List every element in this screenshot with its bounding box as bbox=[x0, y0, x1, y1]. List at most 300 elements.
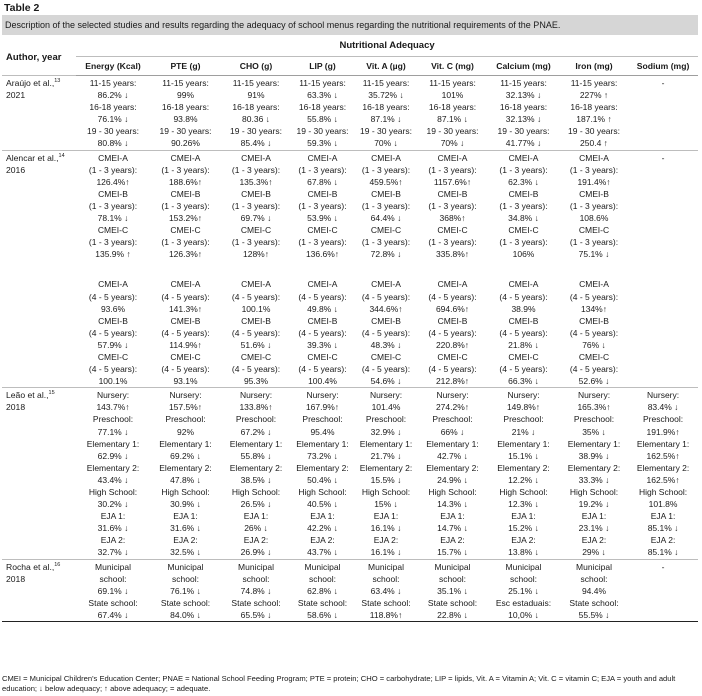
cell-line: 133.8%↑ bbox=[239, 402, 273, 413]
cell-line: CMEI-B bbox=[437, 315, 468, 326]
cell-line: (1 - 3 years): bbox=[88, 164, 138, 175]
cell-line: (4 - 5 years): bbox=[231, 364, 281, 375]
cell-line: 91% bbox=[247, 90, 265, 101]
cell-line: CMEI-C bbox=[97, 351, 129, 362]
cell-line: Nursery: bbox=[436, 390, 469, 401]
cell-line: CMEI-A bbox=[307, 152, 338, 163]
cell-line: (4 - 5 years): bbox=[298, 327, 347, 338]
cell-line: 149.8%↑ bbox=[506, 402, 541, 413]
cell-line: 39.3% ↓ bbox=[307, 339, 338, 350]
value-cell bbox=[150, 559, 221, 621]
cell-line: CMEI-C bbox=[578, 351, 610, 362]
value-cell bbox=[221, 76, 291, 151]
value-cell bbox=[418, 559, 487, 621]
author-cell bbox=[2, 150, 76, 388]
cell-line: 30.2% ↓ bbox=[97, 499, 129, 510]
cell-line: CMEI-A bbox=[241, 279, 271, 290]
cell-line: 126.4%↑ bbox=[96, 176, 130, 187]
cell-line: 16-18 years: bbox=[570, 102, 618, 113]
cell-line: CMEI-C bbox=[508, 225, 539, 236]
cell-line: 19 - 30 years: bbox=[87, 126, 139, 137]
cell-line: 92% bbox=[176, 426, 194, 437]
cell-line: 57.9% ↓ bbox=[97, 339, 129, 350]
cell-line: Nursery: bbox=[577, 390, 611, 401]
cell-line: (1 - 3 years): bbox=[161, 164, 210, 175]
cell-line: CMEI-A bbox=[579, 279, 609, 290]
table-footnote: CMEI = Municipal Children's Education Center; PNAE = National School Feeding Program; PTE = protein; CHO = carbohydrate; LIP = lipids, Vit. A = Vitamin A; Vit. C = vitamin C; EJA = youth and adult education; ↓ below adequacy; ↑ above adequacy; = adequate. bbox=[2, 674, 676, 693]
cell-line: Elementary 1: bbox=[359, 438, 413, 449]
cell-line: CMEI-A bbox=[508, 279, 539, 290]
cell-line: 135.9% ↑ bbox=[95, 249, 131, 260]
cell-line: Elementary 2: bbox=[636, 462, 690, 473]
cell-line: (4 - 5 years): bbox=[428, 364, 477, 375]
table-row bbox=[2, 76, 698, 151]
cell-line: 19.2% ↓ bbox=[578, 499, 610, 510]
cell-line: 76% ↓ bbox=[582, 339, 606, 350]
cell-line: 66.3% ↓ bbox=[508, 376, 539, 387]
cell-line: 167.9%↑ bbox=[305, 402, 340, 413]
cell-line: 95.4% bbox=[310, 426, 335, 437]
cell-line: Preschool: bbox=[432, 414, 473, 425]
cell-line: 86.2% ↓ bbox=[97, 90, 129, 101]
cell-line: (4 - 5 years): bbox=[298, 364, 347, 375]
cell-line: 694.6%↑ bbox=[435, 303, 470, 314]
cell-line: (1 - 3 years): bbox=[231, 164, 281, 175]
cell-line: 42.7% ↓ bbox=[437, 450, 468, 461]
cell-line: CMEI-C bbox=[437, 225, 468, 236]
cell-line: 22.8% ↓ bbox=[437, 609, 468, 620]
cell-line: CMEI-B bbox=[241, 188, 271, 199]
cell-line: EJA 1: bbox=[100, 511, 126, 522]
cell-line: 90.26% bbox=[171, 138, 200, 149]
cell-line: Nursery: bbox=[306, 390, 339, 401]
cell-line: EJA 2: bbox=[650, 535, 676, 546]
cell-line: (4 - 5 years): bbox=[499, 327, 548, 338]
cell-line: (4 - 5 years): bbox=[569, 364, 619, 375]
cell-line: 227% ↑ bbox=[579, 90, 609, 101]
cell-line: 38.9% bbox=[511, 303, 536, 314]
cell-line: 62.3% ↓ bbox=[508, 176, 539, 187]
cell-line: Preschool: bbox=[235, 414, 277, 425]
cell-line: school: bbox=[510, 573, 537, 584]
cell-line: 157.5%↑ bbox=[168, 402, 203, 413]
cell-line: (4 - 5 years): bbox=[361, 327, 411, 338]
cell-line: 75.1% ↓ bbox=[578, 249, 610, 260]
value-cell bbox=[291, 76, 354, 151]
cell-line: Municipal bbox=[576, 561, 612, 572]
cell-line: 19 - 30 years: bbox=[497, 126, 550, 137]
cell-line: 16.1% ↓ bbox=[370, 547, 402, 558]
reference-number: 16 bbox=[54, 561, 61, 568]
cell-line: 31.6% ↓ bbox=[170, 523, 201, 534]
value-cell bbox=[291, 559, 354, 621]
cell-line: (1 - 3 years): bbox=[499, 237, 548, 248]
cell-line: CMEI-A bbox=[170, 152, 201, 163]
cell-line: 136.6%↑ bbox=[305, 249, 340, 260]
cell-line: CMEI-C bbox=[508, 351, 539, 362]
cell-line: 62.9% ↓ bbox=[97, 450, 129, 461]
reference-number: 13 bbox=[54, 78, 61, 85]
cell-line: 24.9% ↓ bbox=[437, 474, 468, 485]
cell-line: 40.5% ↓ bbox=[307, 499, 338, 510]
cell-line: Municipal bbox=[167, 561, 204, 572]
value-cell bbox=[76, 388, 150, 559]
cell-line: EJA 1: bbox=[310, 511, 335, 522]
cell-line: 80.36 ↓ bbox=[242, 114, 270, 125]
value-cell bbox=[221, 388, 291, 559]
cell-line: CMEI-A bbox=[170, 279, 201, 290]
table-row bbox=[2, 150, 698, 388]
cell-line: CMEI-C bbox=[240, 351, 272, 362]
cell-line: CMEI-A bbox=[98, 279, 128, 290]
cell-line: CMEI-A bbox=[508, 152, 539, 163]
cell-line: 191.4%↑ bbox=[577, 176, 611, 187]
cell-line: 93.1% bbox=[173, 376, 198, 387]
cell-line: school: bbox=[439, 573, 466, 584]
cell-line: EJA 2: bbox=[373, 535, 399, 546]
value-cell bbox=[76, 76, 150, 151]
cell-line: CMEI-C bbox=[437, 351, 468, 362]
cell-line: 53.9% ↓ bbox=[307, 213, 338, 224]
cell-line: 42.2% ↓ bbox=[307, 523, 338, 534]
cell-line: Elementary 1: bbox=[159, 438, 212, 449]
cell-line: Elementary 2: bbox=[296, 462, 349, 473]
cell-line: (4 - 5 years): bbox=[231, 291, 281, 302]
cell-line: (1 - 3 years): bbox=[161, 237, 210, 248]
cell-line: 83.4% ↓ bbox=[647, 402, 679, 413]
cell-line: 70% ↓ bbox=[440, 138, 465, 149]
cell-line: 34.8% ↓ bbox=[508, 213, 539, 224]
cell-line: 69.1% ↓ bbox=[97, 585, 129, 596]
cell-line: EJA 2: bbox=[581, 535, 607, 546]
value-cell bbox=[628, 559, 698, 621]
cell-line: EJA 2: bbox=[511, 535, 536, 546]
cell-line: 128%↑ bbox=[243, 249, 269, 260]
cell-line: - bbox=[661, 152, 665, 163]
cell-line: Elementary 1: bbox=[636, 438, 690, 449]
cell-line: 70% ↓ bbox=[374, 138, 398, 149]
cell-line: (1 - 3 years): bbox=[361, 237, 411, 248]
value-cell bbox=[628, 76, 698, 151]
value-cell bbox=[560, 388, 628, 559]
cell-line: 21.8% ↓ bbox=[508, 339, 539, 350]
cell-line: EJA 1: bbox=[511, 511, 536, 522]
cell-line: (4 - 5 years): bbox=[88, 291, 138, 302]
cell-line: Municipal bbox=[304, 561, 341, 572]
cell-line: 26% ↓ bbox=[244, 523, 268, 534]
cell-line: 135.3%↑ bbox=[239, 176, 273, 187]
value-cell bbox=[150, 388, 221, 559]
cell-line: CMEI-B bbox=[307, 315, 338, 326]
author-cell bbox=[2, 76, 76, 151]
study-year: 2018 bbox=[6, 573, 26, 584]
author-name: Rocha et al., bbox=[6, 561, 55, 572]
cell-line: (4 - 5 years): bbox=[161, 291, 210, 302]
cell-line: 19 - 30 years: bbox=[159, 126, 212, 137]
cell-line: 21% ↓ bbox=[511, 426, 536, 437]
cell-line: (4 - 5 years): bbox=[88, 327, 138, 338]
cell-line: 16.1% ↓ bbox=[370, 523, 402, 534]
cell-line: 11-15 years: bbox=[500, 78, 547, 88]
cell-line: CMEI-C bbox=[307, 351, 338, 362]
cell-line: 11-15 years: bbox=[89, 78, 137, 88]
cell-line: 134%↑ bbox=[581, 303, 607, 314]
cell-line: Elementary 1: bbox=[229, 438, 283, 449]
table-caption: Description of the selected studies and results regarding the adequacy of school menus regarding the nutritional requirements of the PNAE. bbox=[2, 15, 698, 35]
cell-line: Elementary 1: bbox=[86, 438, 140, 449]
cell-line: 101.4% bbox=[371, 402, 401, 413]
cell-line: CMEI-C bbox=[97, 225, 129, 236]
cell-line: 67.8% ↓ bbox=[307, 176, 338, 187]
cell-line: 106% bbox=[512, 249, 535, 260]
cell-line: Elementary 2: bbox=[497, 462, 550, 473]
value-cell bbox=[291, 388, 354, 559]
cell-line: 11-15 years: bbox=[299, 78, 346, 88]
group-spacer bbox=[150, 260, 221, 278]
cell-line: 74.8% ↓ bbox=[240, 585, 272, 596]
cell-line: 67.4% ↓ bbox=[97, 609, 129, 620]
value-cell bbox=[354, 76, 418, 151]
cell-line: CMEI-B bbox=[579, 188, 609, 199]
value-cell bbox=[221, 559, 291, 621]
cell-line: 87.1% ↓ bbox=[437, 114, 468, 125]
cell-line: school: bbox=[309, 573, 336, 584]
value-cell bbox=[76, 150, 150, 388]
cell-line: 101% bbox=[441, 90, 464, 101]
cell-line: CMEI-C bbox=[370, 351, 402, 362]
cell-line: 85.4% ↓ bbox=[240, 138, 272, 149]
cell-line: 41.77% ↓ bbox=[505, 138, 542, 149]
reference-number: 15 bbox=[48, 390, 55, 397]
cell-line: 100.4% bbox=[308, 376, 337, 387]
cell-line: State school: bbox=[427, 597, 478, 608]
cell-line: 35.1% ↓ bbox=[437, 585, 468, 596]
cell-line: 368%↑ bbox=[439, 213, 466, 224]
table-label: Table 2 bbox=[4, 2, 40, 14]
cell-line: Municipal bbox=[95, 561, 131, 572]
group-spacer bbox=[487, 260, 560, 278]
cell-line: 50.4% ↓ bbox=[307, 474, 338, 485]
cell-line: 1157.6%↑ bbox=[433, 176, 472, 187]
cell-line: 26.9% ↓ bbox=[240, 547, 272, 558]
cell-line: (1 - 3 years): bbox=[298, 164, 347, 175]
group-spacer bbox=[418, 260, 487, 278]
cell-line: 51.6% ↓ bbox=[240, 339, 272, 350]
cell-line: - bbox=[661, 561, 665, 572]
cell-line: 52.6% ↓ bbox=[578, 376, 610, 387]
cell-line: 162.5%↑ bbox=[646, 450, 680, 461]
cell-line: EJA 1: bbox=[243, 511, 269, 522]
cell-line: 16-18 years: bbox=[298, 102, 347, 113]
cell-line: school: bbox=[172, 573, 199, 584]
cell-line: High School: bbox=[499, 487, 548, 497]
cell-line: CMEI-B bbox=[579, 315, 609, 326]
cell-line: Municipal bbox=[434, 561, 471, 572]
cell-line: Nursery: bbox=[369, 390, 403, 401]
cell-line: Elementary 2: bbox=[567, 462, 621, 473]
column-header: CHO (g) bbox=[239, 60, 273, 71]
cell-line: (4 - 5 years): bbox=[499, 364, 548, 375]
cell-line: 126.3%↑ bbox=[168, 249, 203, 260]
value-cell bbox=[628, 150, 698, 388]
cell-line: 19 - 30 years: bbox=[296, 126, 349, 137]
cell-line: (4 - 5 years): bbox=[428, 327, 477, 338]
cell-line: Elementary 2: bbox=[359, 462, 413, 473]
cell-line: (1 - 3 years): bbox=[88, 200, 138, 211]
cell-line: CMEI-B bbox=[307, 188, 338, 199]
cell-line: (1 - 3 years): bbox=[428, 200, 477, 211]
cell-line: Nursery: bbox=[96, 390, 130, 401]
cell-line: 191.9%↑ bbox=[646, 426, 680, 437]
cell-line: 33.3% ↓ bbox=[578, 474, 610, 485]
cell-line: EJA 1: bbox=[581, 511, 607, 522]
cell-line: school: bbox=[242, 573, 270, 584]
cell-line: 15.7% ↓ bbox=[437, 547, 468, 558]
cell-line: 162.5%↑ bbox=[646, 474, 680, 485]
cell-line: 11-15 years: bbox=[570, 78, 618, 88]
study-year: 2016 bbox=[6, 164, 26, 175]
cell-line: Municipal bbox=[368, 561, 404, 572]
value-cell bbox=[487, 150, 560, 388]
cell-line: (1 - 3 years): bbox=[231, 200, 281, 211]
value-cell bbox=[628, 388, 698, 559]
cell-line: 15.5% ↓ bbox=[370, 474, 402, 485]
cell-line: Preschool: bbox=[92, 414, 134, 425]
cell-line: (1 - 3 years): bbox=[569, 237, 619, 248]
author-cell bbox=[2, 559, 76, 621]
value-cell bbox=[487, 388, 560, 559]
cell-line: CMEI-A bbox=[98, 152, 128, 163]
cell-line: Elementary 2: bbox=[159, 462, 212, 473]
author-cell bbox=[2, 388, 76, 559]
cell-line: 344.6%↑ bbox=[369, 303, 403, 314]
cell-line: Elementary 1: bbox=[426, 438, 479, 449]
value-cell bbox=[354, 559, 418, 621]
cell-line: 48.3% ↓ bbox=[370, 339, 402, 350]
cell-line: (4 - 5 years): bbox=[161, 327, 210, 338]
cell-line: 54.6% ↓ bbox=[370, 376, 402, 387]
cell-line: 35.72% ↓ bbox=[368, 90, 404, 101]
cell-line: State school: bbox=[569, 597, 619, 608]
cell-line: 459.5%↑ bbox=[369, 176, 403, 187]
cell-line: 93.6% bbox=[100, 303, 126, 314]
cell-line: Esc estaduais: bbox=[495, 597, 552, 608]
cell-line: 87.1% ↓ bbox=[370, 114, 402, 125]
cell-line: 43.7% ↓ bbox=[307, 547, 338, 558]
cell-line: 93.8% bbox=[173, 114, 198, 125]
cell-line: 72.8% ↓ bbox=[370, 249, 402, 260]
cell-line: 19 - 30 years: bbox=[426, 126, 479, 137]
cell-line: High School: bbox=[569, 487, 619, 497]
cell-line: 16-18 years: bbox=[499, 102, 548, 113]
nutrition-table bbox=[2, 37, 698, 622]
table-row bbox=[2, 559, 698, 621]
cell-line: Municipal bbox=[238, 561, 274, 572]
group-spacer bbox=[354, 260, 418, 278]
cell-line: CMEI-A bbox=[371, 152, 401, 163]
cell-line: 38.5% ↓ bbox=[240, 474, 272, 485]
cell-line: 165.3%↑ bbox=[577, 402, 611, 413]
cell-line: 13.8% ↓ bbox=[508, 547, 539, 558]
cell-line: (4 - 5 years): bbox=[361, 291, 411, 302]
cell-line: Nursery: bbox=[507, 390, 540, 401]
cell-line: (1 - 3 years): bbox=[499, 200, 548, 211]
cell-line: 15.1% ↓ bbox=[508, 450, 539, 461]
column-header: Sodium (mg) bbox=[636, 60, 690, 71]
cell-line: 101.8% bbox=[648, 499, 678, 510]
cell-line: 118.8%↑ bbox=[369, 609, 403, 620]
cell-line: 16-18 years: bbox=[161, 102, 210, 113]
cell-line: CMEI-B bbox=[170, 188, 201, 199]
cell-line: 76.1% ↓ bbox=[97, 114, 129, 125]
cell-line: Nursery: bbox=[647, 390, 680, 401]
cell-line: 84.0% ↓ bbox=[170, 609, 201, 620]
cell-line: EJA 1: bbox=[173, 511, 198, 522]
cell-line: 108.6% bbox=[579, 213, 609, 224]
cell-line: Elementary 2: bbox=[86, 462, 140, 473]
cell-line: (1 - 3 years): bbox=[298, 237, 347, 248]
cell-line: 62.8% ↓ bbox=[307, 585, 338, 596]
group-spacer bbox=[221, 260, 291, 278]
cell-line: (1 - 3 years): bbox=[499, 164, 548, 175]
cell-line: (1 - 3 years): bbox=[361, 200, 411, 211]
cell-line: 11-15 years: bbox=[429, 78, 476, 88]
cell-line: CMEI-C bbox=[240, 225, 272, 236]
author-name: Leão et al., bbox=[6, 390, 49, 401]
value-cell bbox=[354, 388, 418, 559]
cell-line: High School: bbox=[638, 487, 688, 497]
cell-line: 32.9% ↓ bbox=[370, 426, 402, 437]
author-name: Araújo et al., bbox=[6, 78, 55, 88]
cell-line: (1 - 3 years): bbox=[428, 164, 477, 175]
cell-line: High School: bbox=[428, 487, 477, 497]
cell-line: CMEI-A bbox=[371, 279, 401, 290]
cell-line: (1 - 3 years): bbox=[569, 200, 619, 211]
cell-line: (1 - 3 years): bbox=[361, 164, 411, 175]
cell-line: CMEI-C bbox=[307, 225, 338, 236]
cell-line: 43.4% ↓ bbox=[97, 474, 129, 485]
cell-line: Preschool: bbox=[365, 414, 407, 425]
cell-line: State school: bbox=[361, 597, 411, 608]
cell-line: 47.8% ↓ bbox=[170, 474, 201, 485]
cell-line: 15% ↓ bbox=[374, 499, 398, 510]
cell-line: High School: bbox=[88, 487, 138, 497]
cell-line: 66% ↓ bbox=[440, 426, 465, 437]
cell-line: 14.7% ↓ bbox=[437, 523, 468, 534]
cell-line: EJA 2: bbox=[243, 535, 269, 546]
cell-line: CMEI-A bbox=[437, 279, 468, 290]
cell-line: 12.3% ↓ bbox=[508, 499, 539, 510]
cell-line: 67.2% ↓ bbox=[240, 426, 272, 437]
cell-line: CMEI-B bbox=[98, 188, 128, 199]
cell-line: EJA 2: bbox=[100, 535, 126, 546]
column-header: Vit. A (µg) bbox=[366, 60, 406, 71]
cell-line: 12.2% ↓ bbox=[508, 474, 539, 485]
cell-line: 153.2%↑ bbox=[168, 213, 203, 224]
cell-line: Elementary 1: bbox=[497, 438, 550, 449]
cell-line: 58.6% ↓ bbox=[307, 609, 338, 620]
cell-line: 64.4% ↓ bbox=[370, 213, 402, 224]
cell-line: 32.13% ↓ bbox=[505, 90, 542, 101]
cell-line: Elementary 2: bbox=[229, 462, 283, 473]
cell-line: 100.1% bbox=[241, 303, 271, 314]
cell-line: 26.5% ↓ bbox=[240, 499, 272, 510]
cell-line: 143.7%↑ bbox=[96, 402, 130, 413]
cell-line: 100.1% bbox=[98, 376, 128, 387]
value-cell bbox=[418, 76, 487, 151]
cell-line: 59.3% ↓ bbox=[307, 138, 338, 149]
cell-line: CMEI-C bbox=[578, 225, 610, 236]
